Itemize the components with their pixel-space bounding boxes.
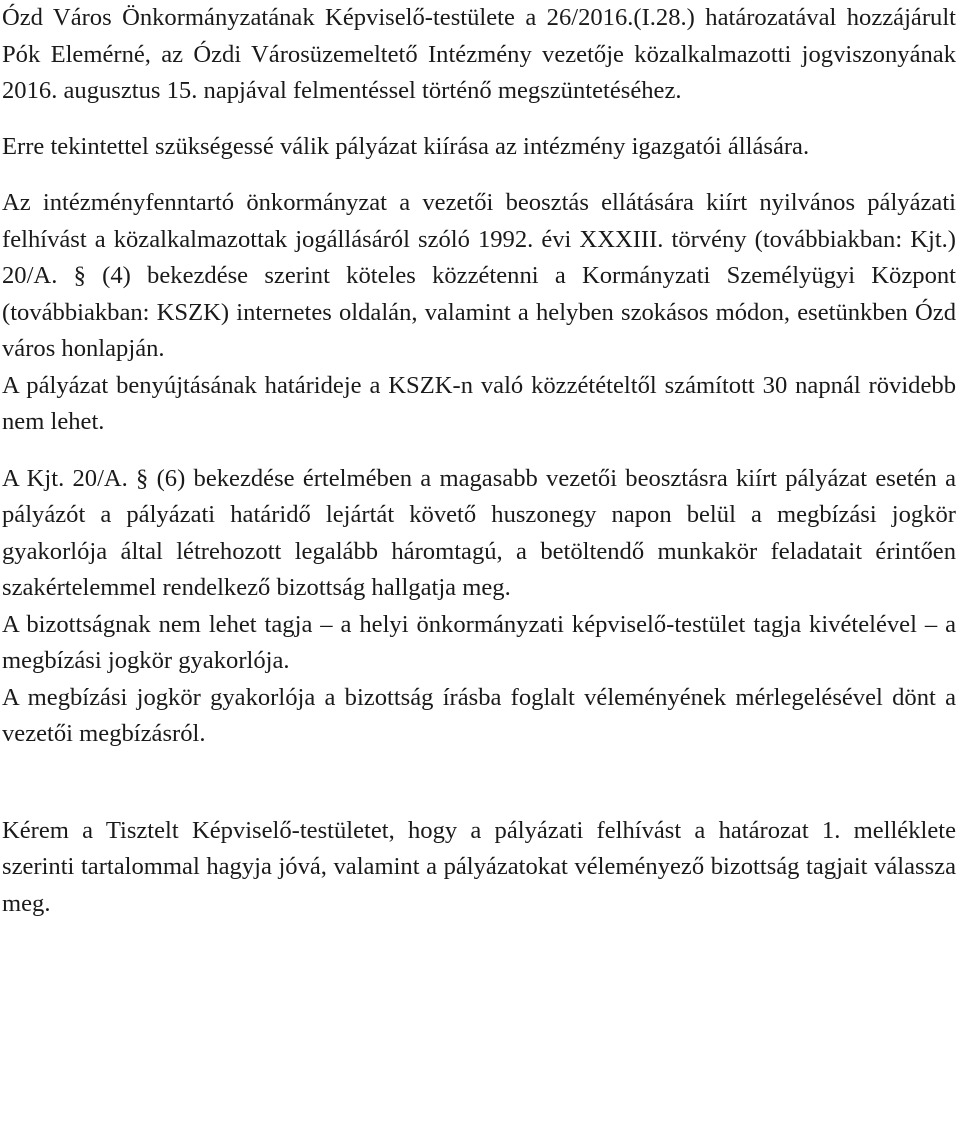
- paragraph-spacer: [2, 110, 956, 129]
- paragraph-application-needed: Erre tekintettel szükségessé válik pályázat kiírása az intézmény igazgatói állására.: [2, 132, 810, 160]
- paragraph-committee-hearing: A Kjt. 20/A. § (6) bekezdése értelmében a magasabb vezetői beosztásra kiírt pályázat esetén a pályázót a pályázati határidő lejártát követő huszonegy napon belül a megbízási jogkör gyakorlója által létrehozott legalább háromtagú, a betöltendő munkakör feladatait érintően szakértelemmel rendelkező bizottság hallgatja meg.: [2, 464, 956, 601]
- paragraph-publication-requirement: Az intézményfenntartó önkormányzat a vezetői beosztás ellátására kiírt nyilvános pályázati felhívást a közalkalmazottak jogállásáról szóló 1992. évi XXXIII. törvény (továbbiakban: Kjt.) 20/A. § (4) bekezdése szerint köteles közzétenni a Kormányzati Személyügyi Központ (továbbiakban: KSZK) internetes oldalán, valamint a helyben szokásos módon, esetünkben Ózd város honlapján.: [2, 189, 956, 362]
- paragraph-resolution-background: Ózd Város Önkormányzatának Képviselő-testülete a 26/2016.(I.28.) határozatával hozzájárult Pók Elemérné, az Ózdi Városüzemeltető Intézmény vezetője közalkalmazotti jogviszonyának 2016. augusztus 15. napjával felmentéssel történő megszüntetéséhez.: [2, 4, 956, 104]
- paragraph-spacer: [2, 165, 956, 185]
- paragraph-spacer: [2, 441, 956, 461]
- document-page: [2, 0, 956, 922]
- paragraph-committee-membership: A bizottságnak nem lehet tagja – a helyi önkormányzati képviselő-testület tagja kivételével – a megbízási jogkör gyakorlója.: [2, 610, 956, 674]
- paragraph-decision: A megbízási jogkör gyakorlója a bizottság írásba foglalt véleményének mérlegelésével dönt a vezetői megbízásról.: [2, 683, 956, 747]
- paragraph-deadline: A pályázat benyújtásának határideje a KSZK-n való közzétételtől számított 30 napnál rövidebb nem lehet.: [2, 371, 956, 435]
- paragraph-spacer: [2, 753, 956, 813]
- paragraph-request: Kérem a Tisztelt Képviselő-testületet, hogy a pályázati felhívást a határozat 1. melléklete szerinti tartalommal hagyja jóvá, valamint a pályázatokat véleményező bizottság tagjait válassza meg.: [2, 816, 956, 917]
